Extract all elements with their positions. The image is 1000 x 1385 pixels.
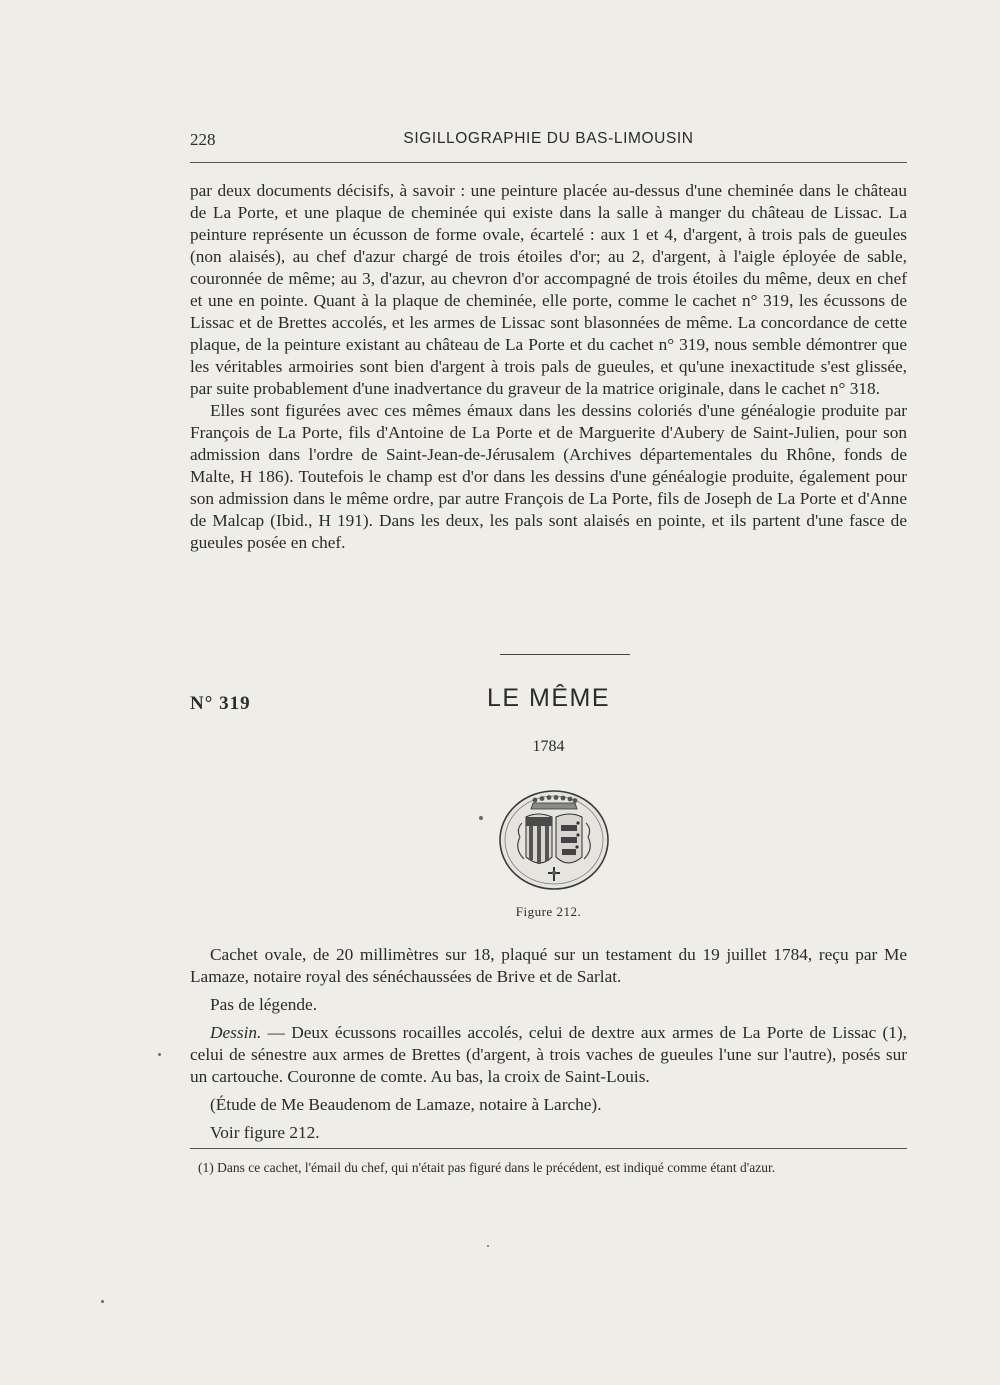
drawing-label: Dessin. — [210, 1023, 262, 1042]
page-number: 228 — [190, 130, 216, 149]
drawing-text: — Deux écussons rocailles accolés, celui de dextre aux armes de La Porte de Lissac (1), celui de sénestre aux armes de Brettes (d'argent, à trois vaches de gueules l'une sur l'autre), posés sur un cartouche. Couronne de comte. Au bas, la croix de Saint-Louis. — [190, 1023, 907, 1086]
entry-number: N° 319 — [190, 693, 251, 714]
entry-title: LE MÊME — [486, 684, 611, 712]
print-speck — [158, 1053, 161, 1056]
seal-figure — [498, 787, 610, 891]
drawing-description — [190, 1022, 907, 1088]
paragraph: Elles sont figurées avec ces mêmes émaux dans les dessins coloriés d'une généalogie produite par François de La Porte, fils d'Antoine de La Porte et de Marguerite d'Aubery de Saint-Julien, pour son admission dans l'ordre de Saint-Jean-de-Jérusalem (Archives départementales du Rhône, fonds de Malte, H 186). Toutefois le champ est d'or dans les dessins d'une généalogie produite, également pour son admission dans le même ordre, par autre François de La Porte, fils de Joseph de La Porte et d'Anne de Malcap (Ibid., H 191). Dans les deux, les pals sont alaisés en pointe, et ils partent d'une fasce de gueules posée en chef. — [190, 401, 907, 552]
header-rule — [190, 162, 907, 163]
lissac-shield-icon — [526, 814, 552, 864]
page-header — [190, 130, 907, 156]
footnote-rule — [190, 1148, 907, 1149]
seal-description — [190, 944, 907, 1150]
entry-year: 1784 — [532, 738, 565, 755]
footnote — [190, 1158, 907, 1177]
print-speck — [479, 816, 483, 820]
legend-note: Pas de légende. — [210, 995, 318, 1014]
print-speck — [487, 1245, 489, 1247]
print-speck — [101, 1300, 104, 1303]
section-separator — [500, 654, 630, 655]
brettes-shield-icon — [556, 814, 582, 863]
description-paragraph: Cachet ovale, de 20 millimètres sur 18, plaqué sur un testament du 19 juillet 1784, reçu par Me Lamaze, notaire royal des sénéchaussées de Brive et de Sarlat. — [190, 945, 907, 986]
footnote-text: (1) Dans ce cachet, l'émail du chef, qui n'était pas figuré dans le précédent, est indiqué comme étant d'azur. — [198, 1160, 776, 1175]
commentary-text — [190, 180, 907, 554]
running-title: SIGILLOGRAPHIE DU BAS-LIMOUSIN — [403, 130, 694, 147]
source-note: (Étude de Me Beaudenom de Lamaze, notaire à Larche). — [210, 1095, 602, 1114]
figure-caption: Figure 212. — [515, 904, 582, 919]
figure-reference: Voir figure 212. — [210, 1123, 320, 1142]
paragraph: par deux documents décisifs, à savoir : une peinture placée au-dessus d'une cheminée dans le château de La Porte, et une plaque de cheminée qui existe dans la salle à manger du château de Lissac. La peinture représente un écusson de forme ovale, écartelé : aux 1 et 4, d'argent, à trois pals de gueules (non alaisés), au chef d'azur chargé de trois étoiles d'or; au 2, d'argent, à l'aigle éployée de sable, couronnée de même; au 3, d'azur, au chevron d'or accompagné de trois étoiles du même, deux en chef et une en pointe. Quant à la plaque de cheminée, elle porte, comme le cachet n° 319, les écussons de Lissac et de Brettes accolés, et les armes de Lissac sont blasonnées de même. La concordance de cette plaque, de la peinture existant au château de La Porte et du cachet n° 319, nous semble démontrer que les véritables armoiries sont bien d'argent à trois pals de gueules, et qu'une inexactitude s'est glissée, par suite probablement d'une inadvertance du graveur de la matrice originale, dans le cachet n° 318. — [190, 181, 907, 398]
